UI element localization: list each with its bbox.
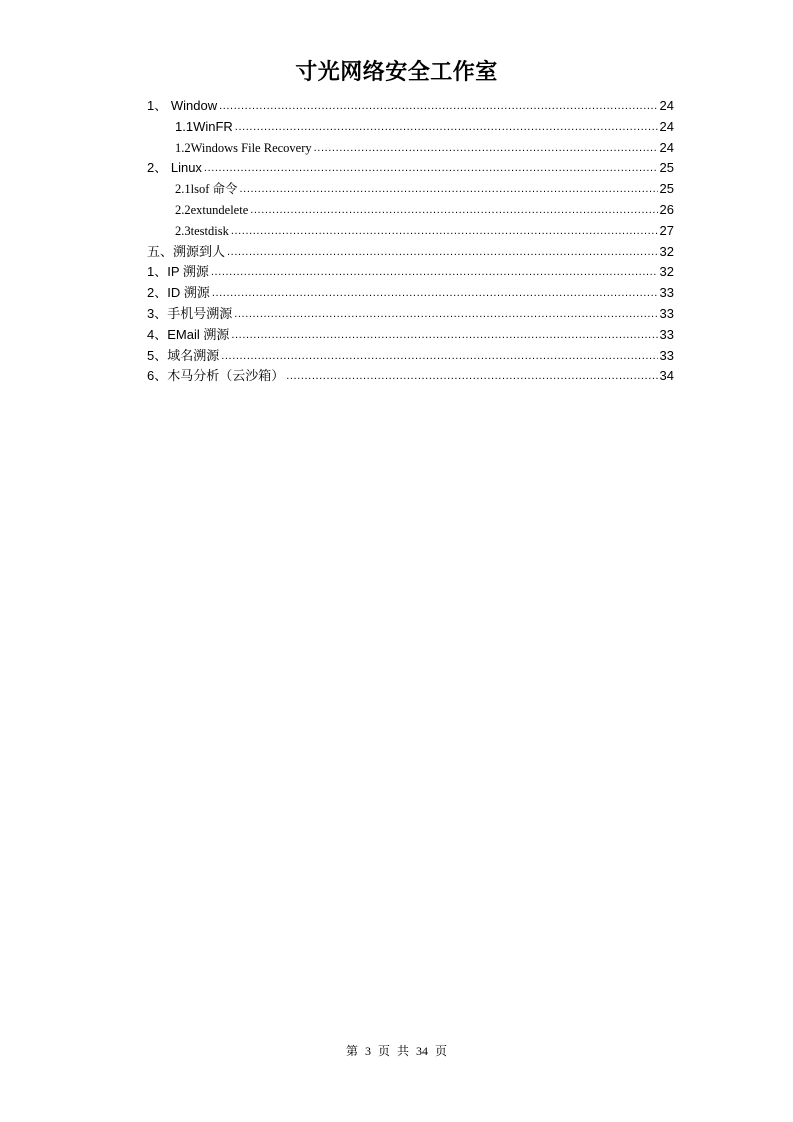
toc-entry[interactable] (147, 200, 674, 221)
toc-dot-leader (219, 96, 657, 117)
toc-entry-label: 2、ID 溯源 (147, 285, 210, 301)
toc-dot-leader (250, 200, 657, 221)
toc-entry[interactable] (147, 242, 674, 263)
toc-entry-page: 24 (659, 139, 674, 155)
toc-entry[interactable] (147, 304, 674, 325)
toc-dot-leader (240, 179, 658, 200)
toc-dot-leader (234, 304, 657, 325)
toc-entry-label: 2.1lsof 命令 (175, 182, 238, 197)
toc-dot-leader (204, 158, 658, 179)
toc-dot-leader (314, 138, 658, 159)
toc-entry-label: 1.2Windows File Recovery (175, 140, 312, 155)
toc-entry[interactable] (147, 262, 674, 283)
toc-entry-label: 五、溯源到人 (147, 243, 226, 259)
toc-dot-leader (221, 346, 657, 367)
toc-entry-page: 33 (659, 305, 674, 321)
toc-entry-label: 2.2extundelete (175, 202, 249, 217)
toc-entry[interactable] (147, 96, 674, 117)
toc-dot-leader (227, 242, 658, 263)
toc-entry[interactable] (147, 158, 674, 179)
toc-entry[interactable] (147, 283, 674, 304)
toc-entry-label: 2、 Linux (147, 160, 202, 176)
toc-entry-label: 1、IP 溯源 (147, 264, 209, 280)
toc-entry-label: 3、手机号溯源 (147, 305, 233, 321)
toc-entry[interactable] (147, 221, 674, 242)
toc-entry[interactable] (147, 346, 674, 367)
toc-entry-page: 33 (659, 285, 674, 301)
toc-entry-page: 33 (659, 347, 674, 363)
toc-dot-leader (212, 283, 658, 304)
toc-entry-label: 4、EMail 溯源 (147, 326, 230, 342)
toc-entry-label: 5、域名溯源 (147, 347, 220, 363)
toc-entry-label: 1.1WinFR (175, 118, 233, 134)
toc-entry[interactable] (147, 117, 674, 138)
toc-entry[interactable] (147, 366, 674, 387)
toc-entry-page: 32 (659, 243, 674, 259)
toc-entry-page: 27 (659, 222, 674, 238)
toc-entry-label: 6、木马分析（云沙箱） (147, 368, 285, 384)
toc-entry-page: 25 (659, 160, 674, 176)
toc-dot-leader (231, 325, 657, 346)
table-of-contents (147, 96, 674, 387)
toc-entry-page: 33 (659, 326, 674, 342)
toc-entry-page: 32 (659, 264, 674, 280)
page-title: 寸光网络安全工作室 (295, 60, 498, 85)
toc-entry[interactable] (147, 179, 674, 200)
toc-entry-page: 26 (659, 201, 674, 217)
toc-entry-page: 24 (659, 118, 674, 134)
toc-dot-leader (211, 262, 658, 283)
toc-entry[interactable] (147, 138, 674, 159)
toc-entry-page: 25 (659, 181, 674, 197)
toc-entry[interactable] (147, 325, 674, 346)
toc-dot-leader (231, 221, 658, 242)
toc-entry-label: 1、 Window (147, 98, 218, 113)
page-footer: 第 3 页 共 34 页 (345, 1044, 447, 1058)
toc-entry-label: 2.3testdisk (175, 223, 229, 238)
toc-dot-leader (235, 117, 658, 138)
toc-entry-page: 34 (659, 368, 674, 384)
toc-entry-page: 24 (659, 98, 674, 113)
toc-dot-leader (286, 366, 657, 387)
